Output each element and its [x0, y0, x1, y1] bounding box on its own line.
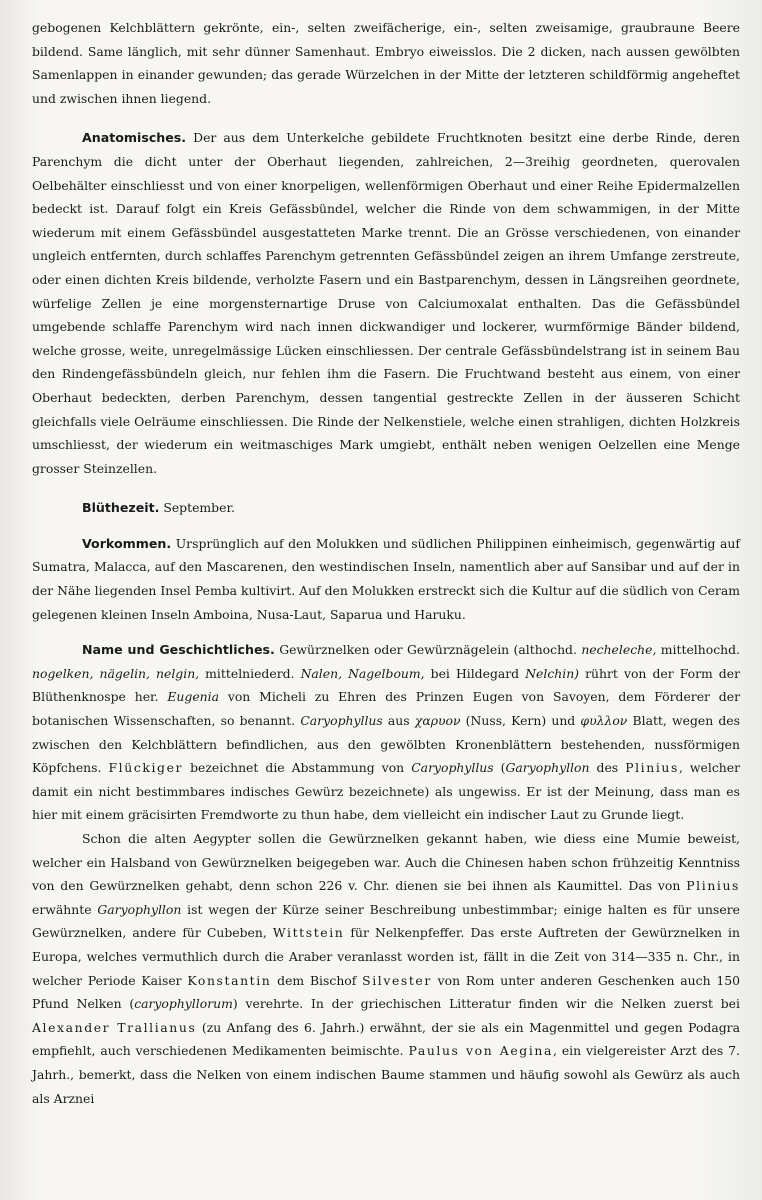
text-run: (	[493, 760, 506, 776]
text-run: bei Hildegard	[424, 665, 526, 681]
italic-run: Garyophyllon	[97, 901, 182, 917]
bloom-heading: Blüthezeit.	[82, 500, 160, 516]
text-run: für Nelkenpfeffer. Das erste Auftreten der Gewürznelken in Europa, welches vermuthlich durch die Araber veranlasst worden ist, fällt in die Zeit von 314—335 n. Chr., in welcher Periode Kaiser	[32, 925, 741, 988]
text-run: dem Bischof	[271, 972, 363, 988]
text-run: , welcher damit ein nicht bestimmbares indisches Gewürz bezeichnete) als ungewiss. Er ist der Meinung, dass man es hier mit einem gräcisirten Fremdworte zu thun habe, dem vielleicht ein indischer Laut zu Grunde liegt.	[32, 760, 740, 823]
greek-word: χαρυον	[414, 713, 461, 729]
section-gap	[32, 480, 740, 496]
spaced-name: Plinius	[625, 760, 679, 776]
text-run: Schon die alten Aegypter sollen die Gewürznelken gekannt haben, wie diess eine Mumie beweist, welcher ein Halsband von Gewürznelken beigegeben war. Auch die Chinesen haben schon frühzeitig Kenntniss von den Gewürznelken gehabt, denn schon 226 v. Chr. dienen sie bei ihnen als Kaumittel. Das von	[32, 831, 740, 894]
italic-run: Caryophyllus	[300, 713, 383, 729]
italic-run: Garyophyllon	[505, 760, 590, 776]
section-gap	[32, 520, 740, 532]
text-run: (zu Anfang des 6. Jahrh.) erwähnt, der sie als ein Magenmittel und gegen Podagra empfiehlt, auch verschiedenen Medikamenten beimischte.	[32, 1019, 740, 1059]
text-run: erwähnte	[32, 901, 98, 917]
spaced-name: Wittstein	[272, 925, 345, 941]
text-run: mittelniederd.	[199, 665, 301, 681]
text-run: ist wegen der Kürze seiner Beschreibung unbestimmbar; einige halten es für unsere Gewürznelken, andere für Cubeben,	[32, 901, 740, 941]
text-run: von Micheli zu Ehren des Prinzen Eugen von Savoyen, dem Förderer der botanischen Wissenschaften, so benannt.	[32, 689, 740, 729]
text-run: bezeichnet die Abstammung von	[183, 760, 412, 776]
text-run: (Nuss, Kern) und	[460, 713, 581, 729]
section-gap	[32, 110, 740, 126]
spaced-name: Flückiger	[108, 760, 184, 776]
text-run: , ein vielgereister Arzt des 7. Jahrh., bemerkt, dass die Nelken von einem indischen Baume stammen und häufig sowohl als Gewürz als auch als Arznei	[32, 1043, 740, 1106]
spaced-name: Alexander Trallianus	[32, 1019, 197, 1035]
anatomy-text: Der aus dem Unterkelche gebildete Fruchtknoten besitzt eine derbe Rinde, deren Parenchym die dicht unter der Oberhaut liegenden, zahlreichen, 2—3reihig geordneten, querovalen Oelbehälter einschliesst und von einer knorpeligen, wellenförmigen Oberhaut und einer Reihe Epidermalzellen bedeckt ist. Darauf folgt ein Kreis Gefässbündel, welcher die Rinde von dem schwammigen, in der Mitte wiederum mit einem Gefässbündel ausgestatteten Marke trennt. Die an Grösse verschiedenen, von einander ungleich entfernten, durch schlaffes Parenchym getrennten Gefässbündel zeigen an ihrem Umfange zerstreute, oder einen dichten Kreis bildende, verholzte Fasern und ein Bastparenchym, dessen in Längsreihen geordnete, würfelige Zellen je eine morgensternartige Druse von Calciumoxalat enthalten. Das die Gefässbündel umgebende schlaffe Parenchym wird nach innen dickwandiger und lockerer, wurmförmige Bänder bildend, welche grosse, weite, unregelmässige Lücken einschliessen. Der centrale Gefässbündelstrang ist in seinem Bau den Rindengefässbündeln gleich, nur fehlen ihm die Fasern. Die Fruchtwand besteht aus einem, von einer Oberhaut bedeckten, derben Parenchym, dessen tangential gestreckte Zellen in der äusseren Schicht gleichfalls viele Oelräume einschliessen. Die Rinde der Nelkenstiele, welche einen strahligen, dichten Holzkreis umschliesst, der wiederum ein weitmaschiges Mark umgiebt, enthält neben wenigen Oelzellen eine Menge grosser Steinzellen.	[32, 130, 740, 476]
intro-paragraph: gebogenen Kelchblättern gekrönte, ein-, selten zweifächerige, ein-, selten zweisamige, graubraune Beere bildend. Same länglich, mit sehr dünner Samenhaut. Embryo eiweisslos. Die 2 dicken, nach aussen gewölbten Samenlappen in einander gewunden; das gerade Würzelchen in der Mitte der letzteren schildförmig angeheftet und zwischen ihnen liegend.	[32, 20, 740, 106]
italic-run: Nelchin)	[525, 665, 580, 681]
spaced-name: Plinius	[686, 878, 740, 894]
text-run: ) verehrte. In der griechischen Litteratur finden wir die Nelken zuerst bei	[232, 996, 740, 1012]
bloom-text: September.	[163, 500, 235, 516]
italic-run: caryophyllorum	[134, 996, 233, 1012]
text-run: mittelhochd.	[656, 642, 740, 658]
text-run: Blatt, wegen des zwischen den Kelchblättern befindlichen, aus den gewölbten Kronenblättern bestehenden, nussförmigen Köpfchens.	[32, 713, 741, 776]
text-run: rührt von der Form der Blüthenknospe her.	[32, 665, 740, 705]
text-run: von Rom unter anderen Geschenken auch 150 Pfund Nelken (	[32, 972, 740, 1012]
spaced-name: Paulus von Aegina	[408, 1043, 553, 1059]
anatomy-paragraph	[32, 126, 740, 480]
italic-run: Caryophyllus	[411, 760, 494, 776]
italic-run: Nalen, Nagelboum,	[300, 665, 425, 681]
italic-run: necheleche,	[581, 642, 657, 658]
section-gap	[32, 626, 740, 638]
history-paragraph-1	[32, 638, 740, 827]
greek-word: φυλλον	[580, 713, 628, 729]
occurrence-heading: Vorkommen.	[82, 535, 172, 551]
text-run: aus	[382, 713, 415, 729]
italic-run: nogelken, nägelin, nelgin,	[32, 665, 200, 681]
occurrence-paragraph	[32, 532, 740, 626]
anatomy-heading: Anatomisches.	[82, 130, 187, 146]
history-paragraph-2	[32, 827, 740, 1110]
spaced-name: Konstantin	[187, 972, 272, 988]
bloom-paragraph	[32, 496, 740, 520]
text-run: des	[589, 760, 626, 776]
spaced-name: Silvester	[362, 972, 432, 988]
text-run: Gewürznelken oder Gewürznägelein (althochd.	[279, 642, 582, 658]
italic-run: Eugenia	[167, 689, 220, 705]
occurrence-text: Ursprünglich auf den Molukken und südlichen Philippinen einheimisch, gegenwärtig auf Sumatra, Malacca, auf den Mascarenen, den westindischen Inseln, namentlich aber auf Sansibar und auf der in der Nähe liegenden Insel Pemba kultivirt. Auf den Molukken erstreckt sich die Kultur auf die südlich von Ceram gelegenen kleinen Inseln Amboina, Nusa-Laut, Saparua und Haruku.	[32, 535, 740, 622]
history-heading: Name und Geschichtliches.	[82, 642, 275, 658]
